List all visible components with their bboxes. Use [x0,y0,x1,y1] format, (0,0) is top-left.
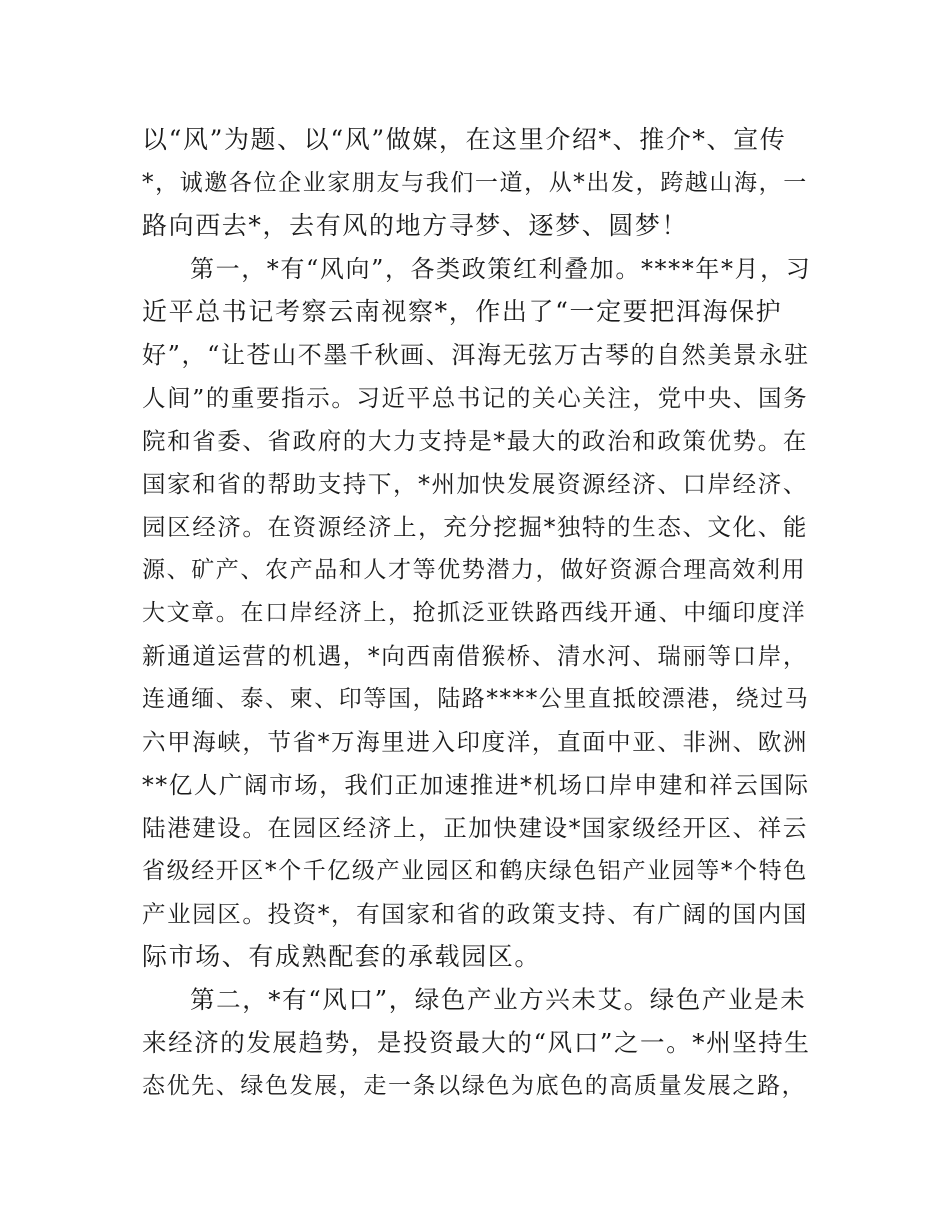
text-line: **亿人广阔市场，我们正加速推进*机场口岸申建和祥云国际 [142,771,810,799]
text-line: 省级经开区*个千亿级产业园区和鹤庆绿色铝产业园等*个特色 [142,858,808,884]
text-line: 以“风”为题、以“风”做媒，在这里介绍*、推介*、宣传 [142,125,787,154]
text-line: 院和省委、省政府的大力支持是*最大的政治和政策优势。在 [142,427,808,455]
text-line: 人间”的重要指示。习近平总书记的关心关注，党中央、国务 [142,384,809,412]
text-line: 陆港建设。在园区经济上，正加快建设*国家级经开区、祥云 [142,814,808,842]
text-line: 大文章。在口岸经济上，抢抓泛亚铁路西线开通、中缅印度洋 [142,600,807,626]
text-line: 国家和省的帮助支持下，*州加快发展资源经济、口岸经济、 [142,470,808,498]
paragraph-1-first-line: 第一，*有“风向”，各类政策红利叠加。****年*月，习 [190,255,812,283]
text-line: 六甲海峡，节省*万海里进入印度洋，直面中亚、非洲、欧洲 [142,728,808,756]
text-line: *，诚邀各位企业家朋友与我们一道，从*出发，跨越山海，一 [142,170,808,196]
text-line: 产业园区。投资*，有国家和省的政策支持、有广阔的国内国 [142,900,808,928]
text-line: 路向西去*，去有风的地方寻梦、逐梦、圆梦！ [142,211,689,240]
text-line: 源、矿产、农产品和人才等优势潜力，做好资源合理高效利用 [142,557,807,583]
text-line: 态优先、绿色发展，走一条以绿色为底色的高质量发展之路， [142,1073,807,1099]
paragraph-2-first-line: 第二，*有“风口”，绿色产业方兴未艾。绿色产业是未 [190,985,807,1014]
text-line: 园区经济。在资源经济上，充分挖掘*独特的生态、文化、能 [142,513,808,541]
text-line: 来经济的发展趋势，是投资最大的“风口”之一。*州坚持生 [142,1028,811,1057]
text-line: 际市场、有成熟配套的承载园区。 [142,942,542,971]
text-line: 好”，“让苍山不墨千秋画、洱海无弦万古琴的自然美景永驻 [142,341,810,369]
text-line: 连通缅、泰、柬、印等国，陆路****公里直抵皎漂港，绕过马 [142,686,810,712]
text-line: 近平总书记考察云南视察*，作出了“一定要把洱海保护 [142,297,783,326]
text-line: 新通道运营的机遇，*向西南借猴桥、清水河、瑞丽等口岸， [142,642,808,670]
